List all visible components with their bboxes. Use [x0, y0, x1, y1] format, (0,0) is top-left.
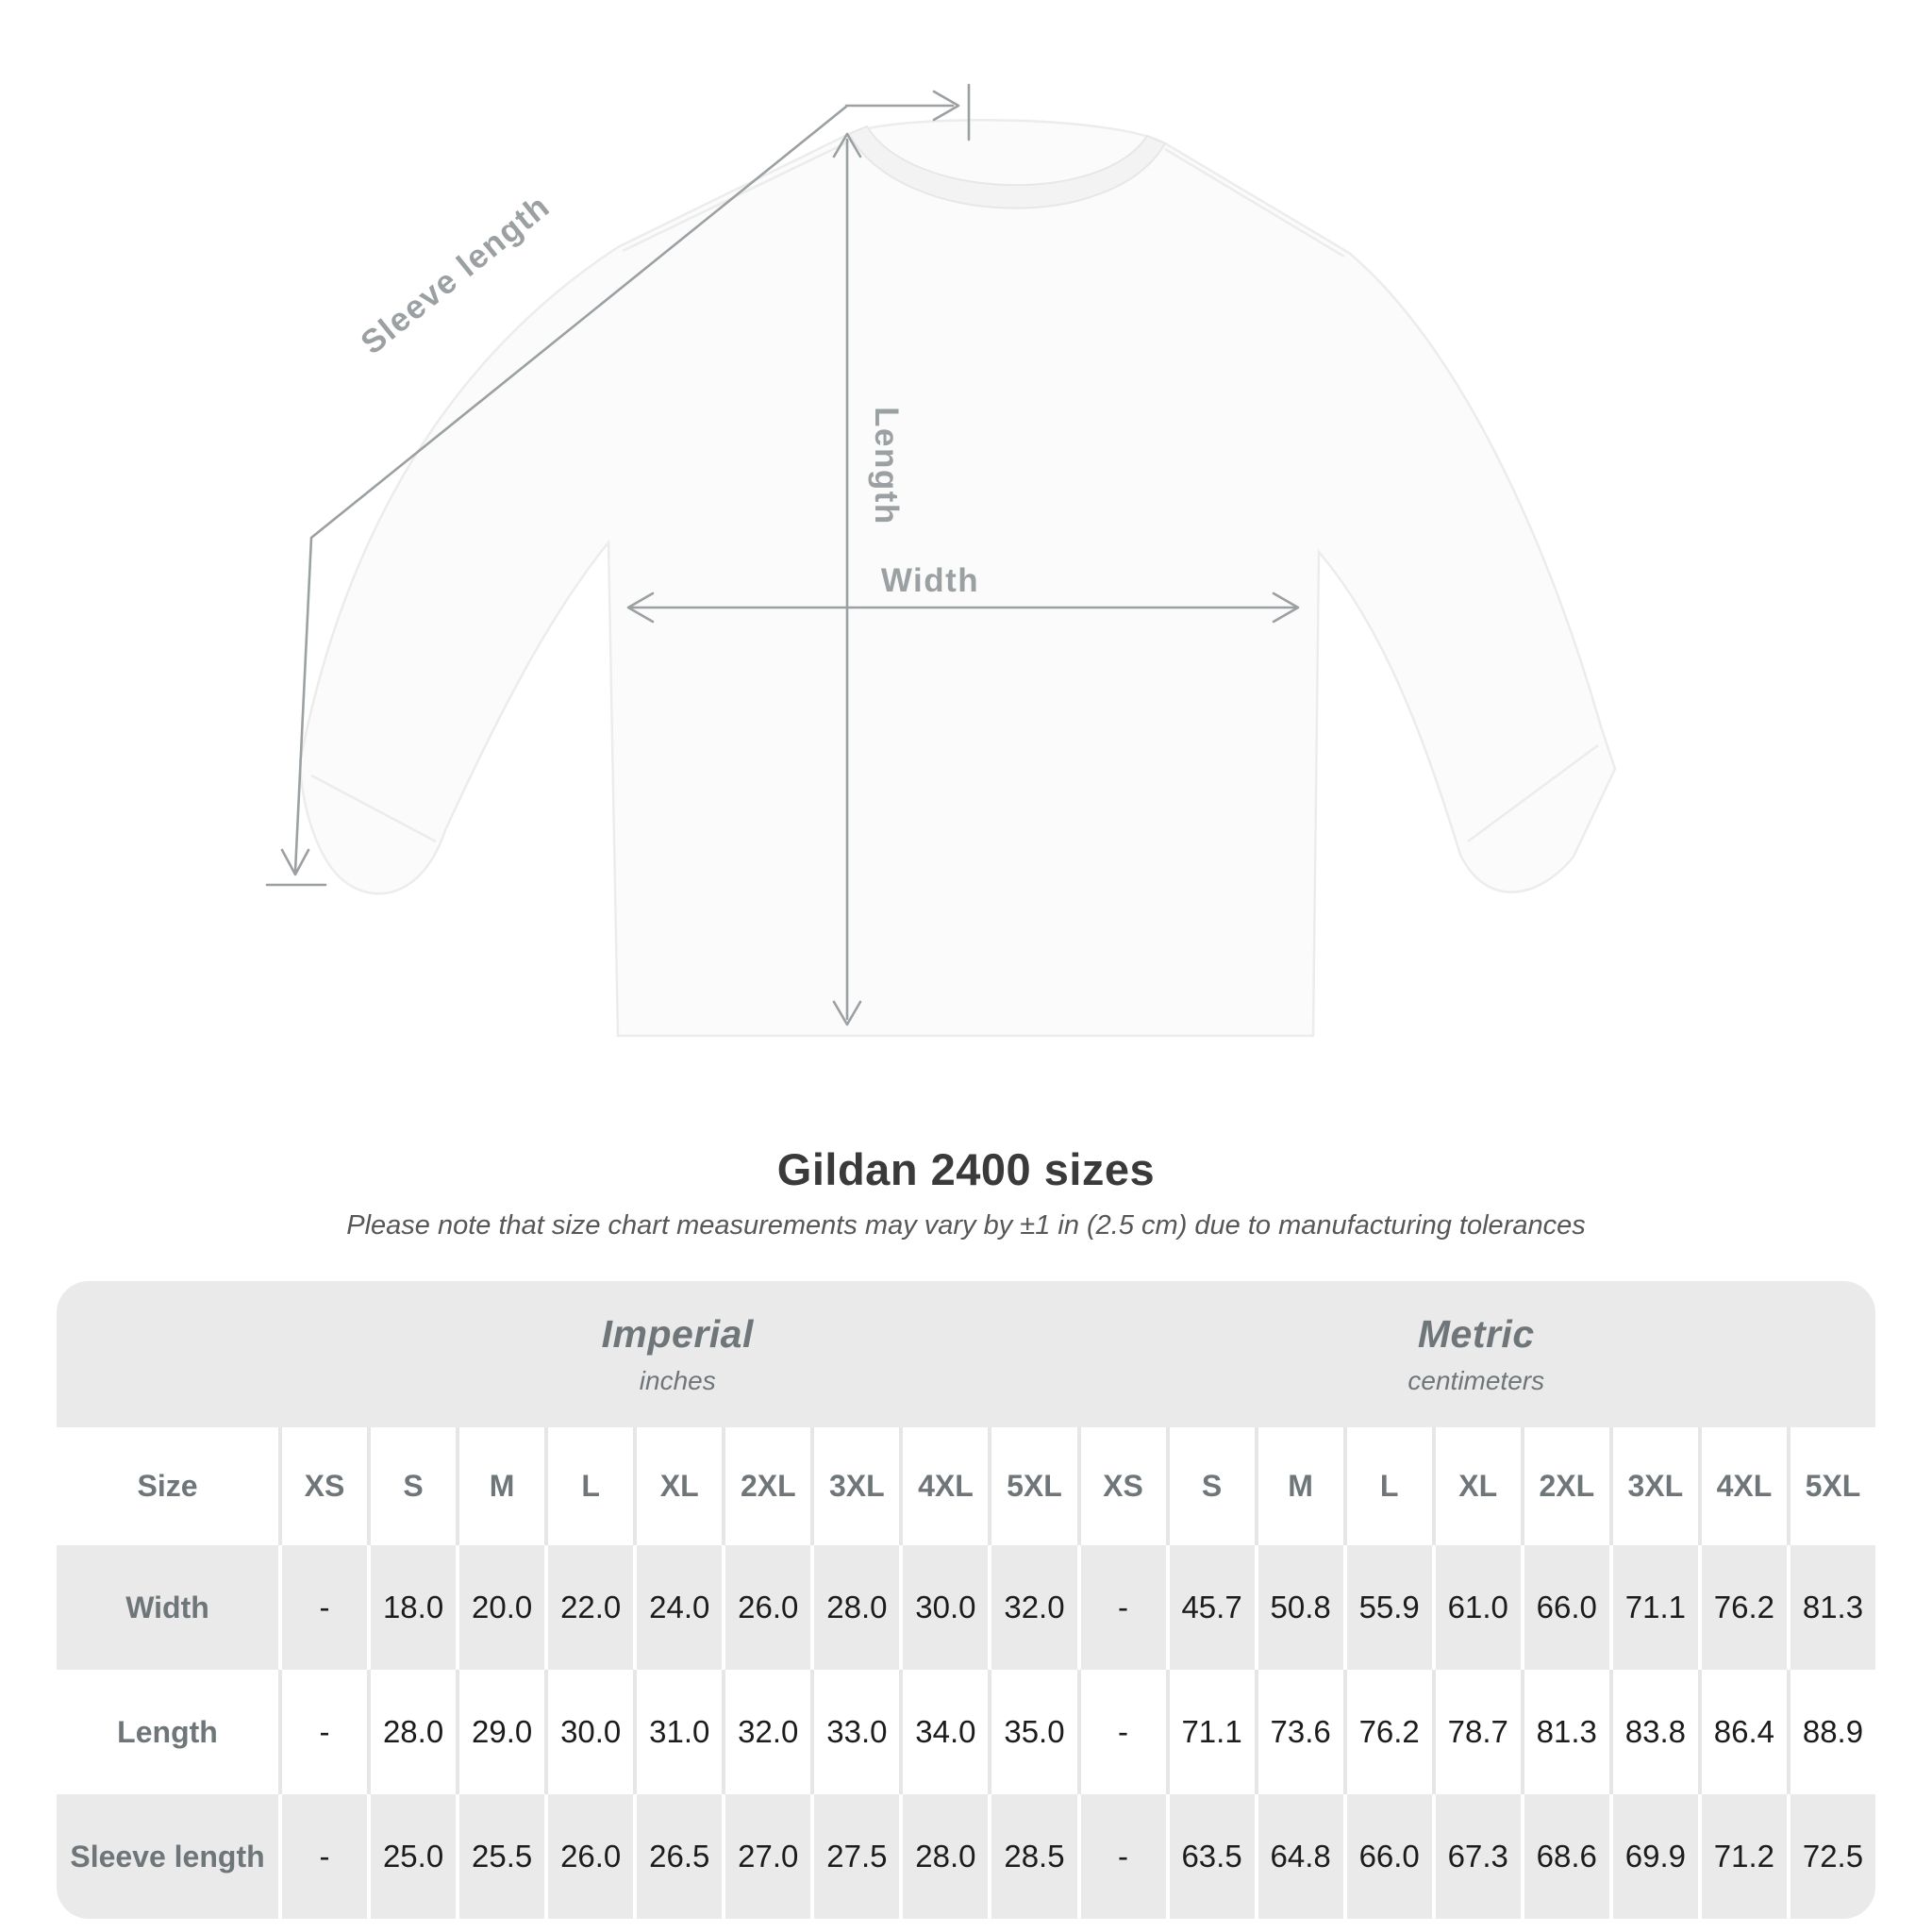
table-cell: - [1077, 1670, 1166, 1794]
table-cell: 68.6 [1521, 1794, 1609, 1919]
table-cell: 28.0 [367, 1670, 456, 1794]
size-header: XS [278, 1427, 367, 1545]
width-label: Width [880, 562, 980, 599]
table-cell: 71.1 [1609, 1545, 1698, 1670]
table-cell: 25.0 [367, 1794, 456, 1919]
table-cell: 32.0 [988, 1545, 1076, 1670]
table-cell: 73.6 [1255, 1670, 1343, 1794]
page-title: Gildan 2400 sizes [776, 1144, 1156, 1194]
table-cell: 45.7 [1166, 1545, 1255, 1670]
table-cell: - [1077, 1545, 1166, 1670]
unit-spacer [57, 1281, 278, 1427]
row-label: Width [57, 1545, 278, 1670]
table-cell: 71.2 [1698, 1794, 1787, 1919]
imperial-unit: inches [639, 1366, 716, 1395]
table-cell: 28.0 [899, 1794, 988, 1919]
table-cell: 76.2 [1343, 1670, 1432, 1794]
table-cell: 28.5 [988, 1794, 1076, 1919]
table-cell: 27.5 [810, 1794, 899, 1919]
table-cell: 67.3 [1432, 1794, 1521, 1919]
table-cell: - [278, 1670, 367, 1794]
table-cell: 88.9 [1787, 1670, 1875, 1794]
table-cell: 26.0 [722, 1545, 810, 1670]
table-cell: 28.0 [810, 1545, 899, 1670]
table-cell: 76.2 [1698, 1545, 1787, 1670]
table-cell: 33.0 [810, 1670, 899, 1794]
size-header: 4XL [1698, 1427, 1787, 1545]
table-cell: 20.0 [456, 1545, 544, 1670]
size-header: L [544, 1427, 633, 1545]
table-cell: 66.0 [1343, 1794, 1432, 1919]
size-header: XL [1432, 1427, 1521, 1545]
length-label: Length [868, 407, 905, 525]
table-cell: 81.3 [1521, 1670, 1609, 1794]
size-header: 5XL [988, 1427, 1076, 1545]
imperial-header [278, 1281, 1077, 1427]
table-cell: 29.0 [456, 1670, 544, 1794]
size-header: M [1255, 1427, 1343, 1545]
table-cell: - [278, 1545, 367, 1670]
size-header: 3XL [1609, 1427, 1698, 1545]
sleeve-length-label: Sleeve length [354, 187, 558, 362]
size-header: 5XL [1787, 1427, 1875, 1545]
table-cell: 81.3 [1787, 1545, 1875, 1670]
table-cell: 25.5 [456, 1794, 544, 1919]
table-cell: 26.5 [633, 1794, 722, 1919]
row-label: Sleeve length [57, 1794, 278, 1919]
size-header: S [367, 1427, 456, 1545]
table-cell: 32.0 [722, 1670, 810, 1794]
table-cell: 55.9 [1343, 1545, 1432, 1670]
tolerance-disclaimer: Please note that size chart measurements may vary by ±1 in (2.5 cm) due to manufacturing tolerances [346, 1210, 1586, 1241]
row-label: Length [57, 1670, 278, 1794]
size-header: XS [1077, 1427, 1166, 1545]
table-cell: 24.0 [633, 1545, 722, 1670]
size-header: XL [633, 1427, 722, 1545]
unit-header-band [57, 1281, 1875, 1427]
table-cell: 61.0 [1432, 1545, 1521, 1670]
table-cell: 71.1 [1166, 1670, 1255, 1794]
table-cell: 83.8 [1609, 1670, 1698, 1794]
table-cell: 18.0 [367, 1545, 456, 1670]
metric-unit: centimeters [1407, 1366, 1545, 1395]
table-cell: 35.0 [988, 1670, 1076, 1794]
table-cell: 27.0 [722, 1794, 810, 1919]
table-cell: 63.5 [1166, 1794, 1255, 1919]
size-table [57, 1281, 1875, 1919]
table-cell: 30.0 [899, 1545, 988, 1670]
table-cell: - [1077, 1794, 1166, 1919]
size-header: S [1166, 1427, 1255, 1545]
table-cell: 66.0 [1521, 1545, 1609, 1670]
size-header: 4XL [899, 1427, 988, 1545]
size-header: L [1343, 1427, 1432, 1545]
metric-title: Metric [1417, 1312, 1535, 1356]
size-header: 3XL [810, 1427, 899, 1545]
table-cell: 86.4 [1698, 1670, 1787, 1794]
table-cell: - [278, 1794, 367, 1919]
table-cell: 64.8 [1255, 1794, 1343, 1919]
size-header: 2XL [722, 1427, 810, 1545]
size-header: 2XL [1521, 1427, 1609, 1545]
size-table-grid [57, 1427, 1875, 1919]
table-cell: 50.8 [1255, 1545, 1343, 1670]
size-header: M [456, 1427, 544, 1545]
table-cell: 72.5 [1787, 1794, 1875, 1919]
metric-header [1077, 1281, 1876, 1427]
size-column-header: Size [57, 1427, 278, 1545]
table-cell: 78.7 [1432, 1670, 1521, 1794]
table-cell: 30.0 [544, 1670, 633, 1794]
table-cell: 31.0 [633, 1670, 722, 1794]
table-cell: 69.9 [1609, 1794, 1698, 1919]
imperial-title: Imperial [601, 1312, 754, 1356]
table-cell: 26.0 [544, 1794, 633, 1919]
table-cell: 34.0 [899, 1670, 988, 1794]
table-cell: 22.0 [544, 1545, 633, 1670]
